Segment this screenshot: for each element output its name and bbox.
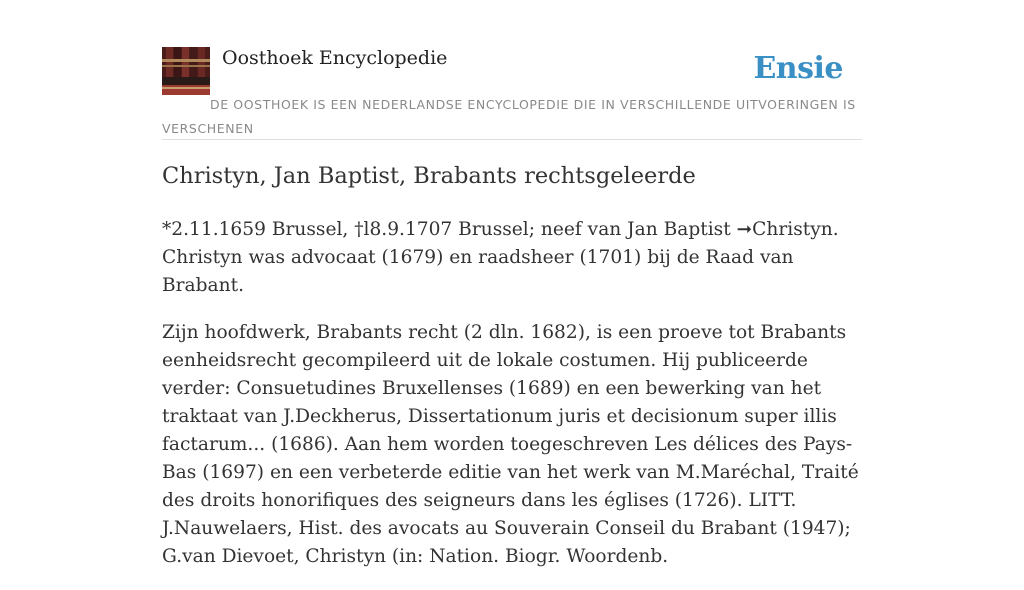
article-paragraph: Zijn hoofdwerk, Brabants recht (2 dln. 1682), is een proeve tot Brabants eenheidsrecht gecompileerd uit de lokale costumen. Hij publiceerde verder: Consuetudines Bruxellenses (1689) en een bewerking van het traktaat van J.Deckherus, Dissertationum juris et decisionum super illis factarum... (1686). Aan hem worden toegeschreven Les délices des Pays-Bas (1697) en een verbeterde editie van het werk van M.Maréchal, Traité des droits honorifiques des seigneurs dans les églises (1726). LITT. J.Nauwelaers, Hist. des avocats au Souverain Conseil du Brabant (1947); G.van Dievoet, Christyn (in: Nation. Biogr. Woordenb. <box>162 322 859 567</box>
article-paragraph: *2.11.1659 Brussel, †l8.9.1707 Brussel; neef van Jan Baptist ➞Christyn. Christyn was advocaat (1679) en raadsheer (1701) bij de Raad van Brabant. <box>162 219 839 296</box>
source-name-link[interactable]: Oosthoek Encyclopedie <box>222 47 448 69</box>
encyclopedia-avatar[interactable] <box>162 47 210 95</box>
article-body <box>162 216 866 590</box>
site-header <box>162 46 862 140</box>
ensie-logo[interactable]: Ensie <box>753 51 843 86</box>
article-title: Christyn, Jan Baptist, Brabants rechtsgeleerde <box>162 163 696 189</box>
source-tagline: DE OOSTHOEK IS EEN NEDERLANDSE ENCYCLOPEDIE DIE IN VERSCHILLENDE UITVOERINGEN IS VERSCHENEN <box>162 97 856 136</box>
book-spines-icon <box>162 47 210 95</box>
